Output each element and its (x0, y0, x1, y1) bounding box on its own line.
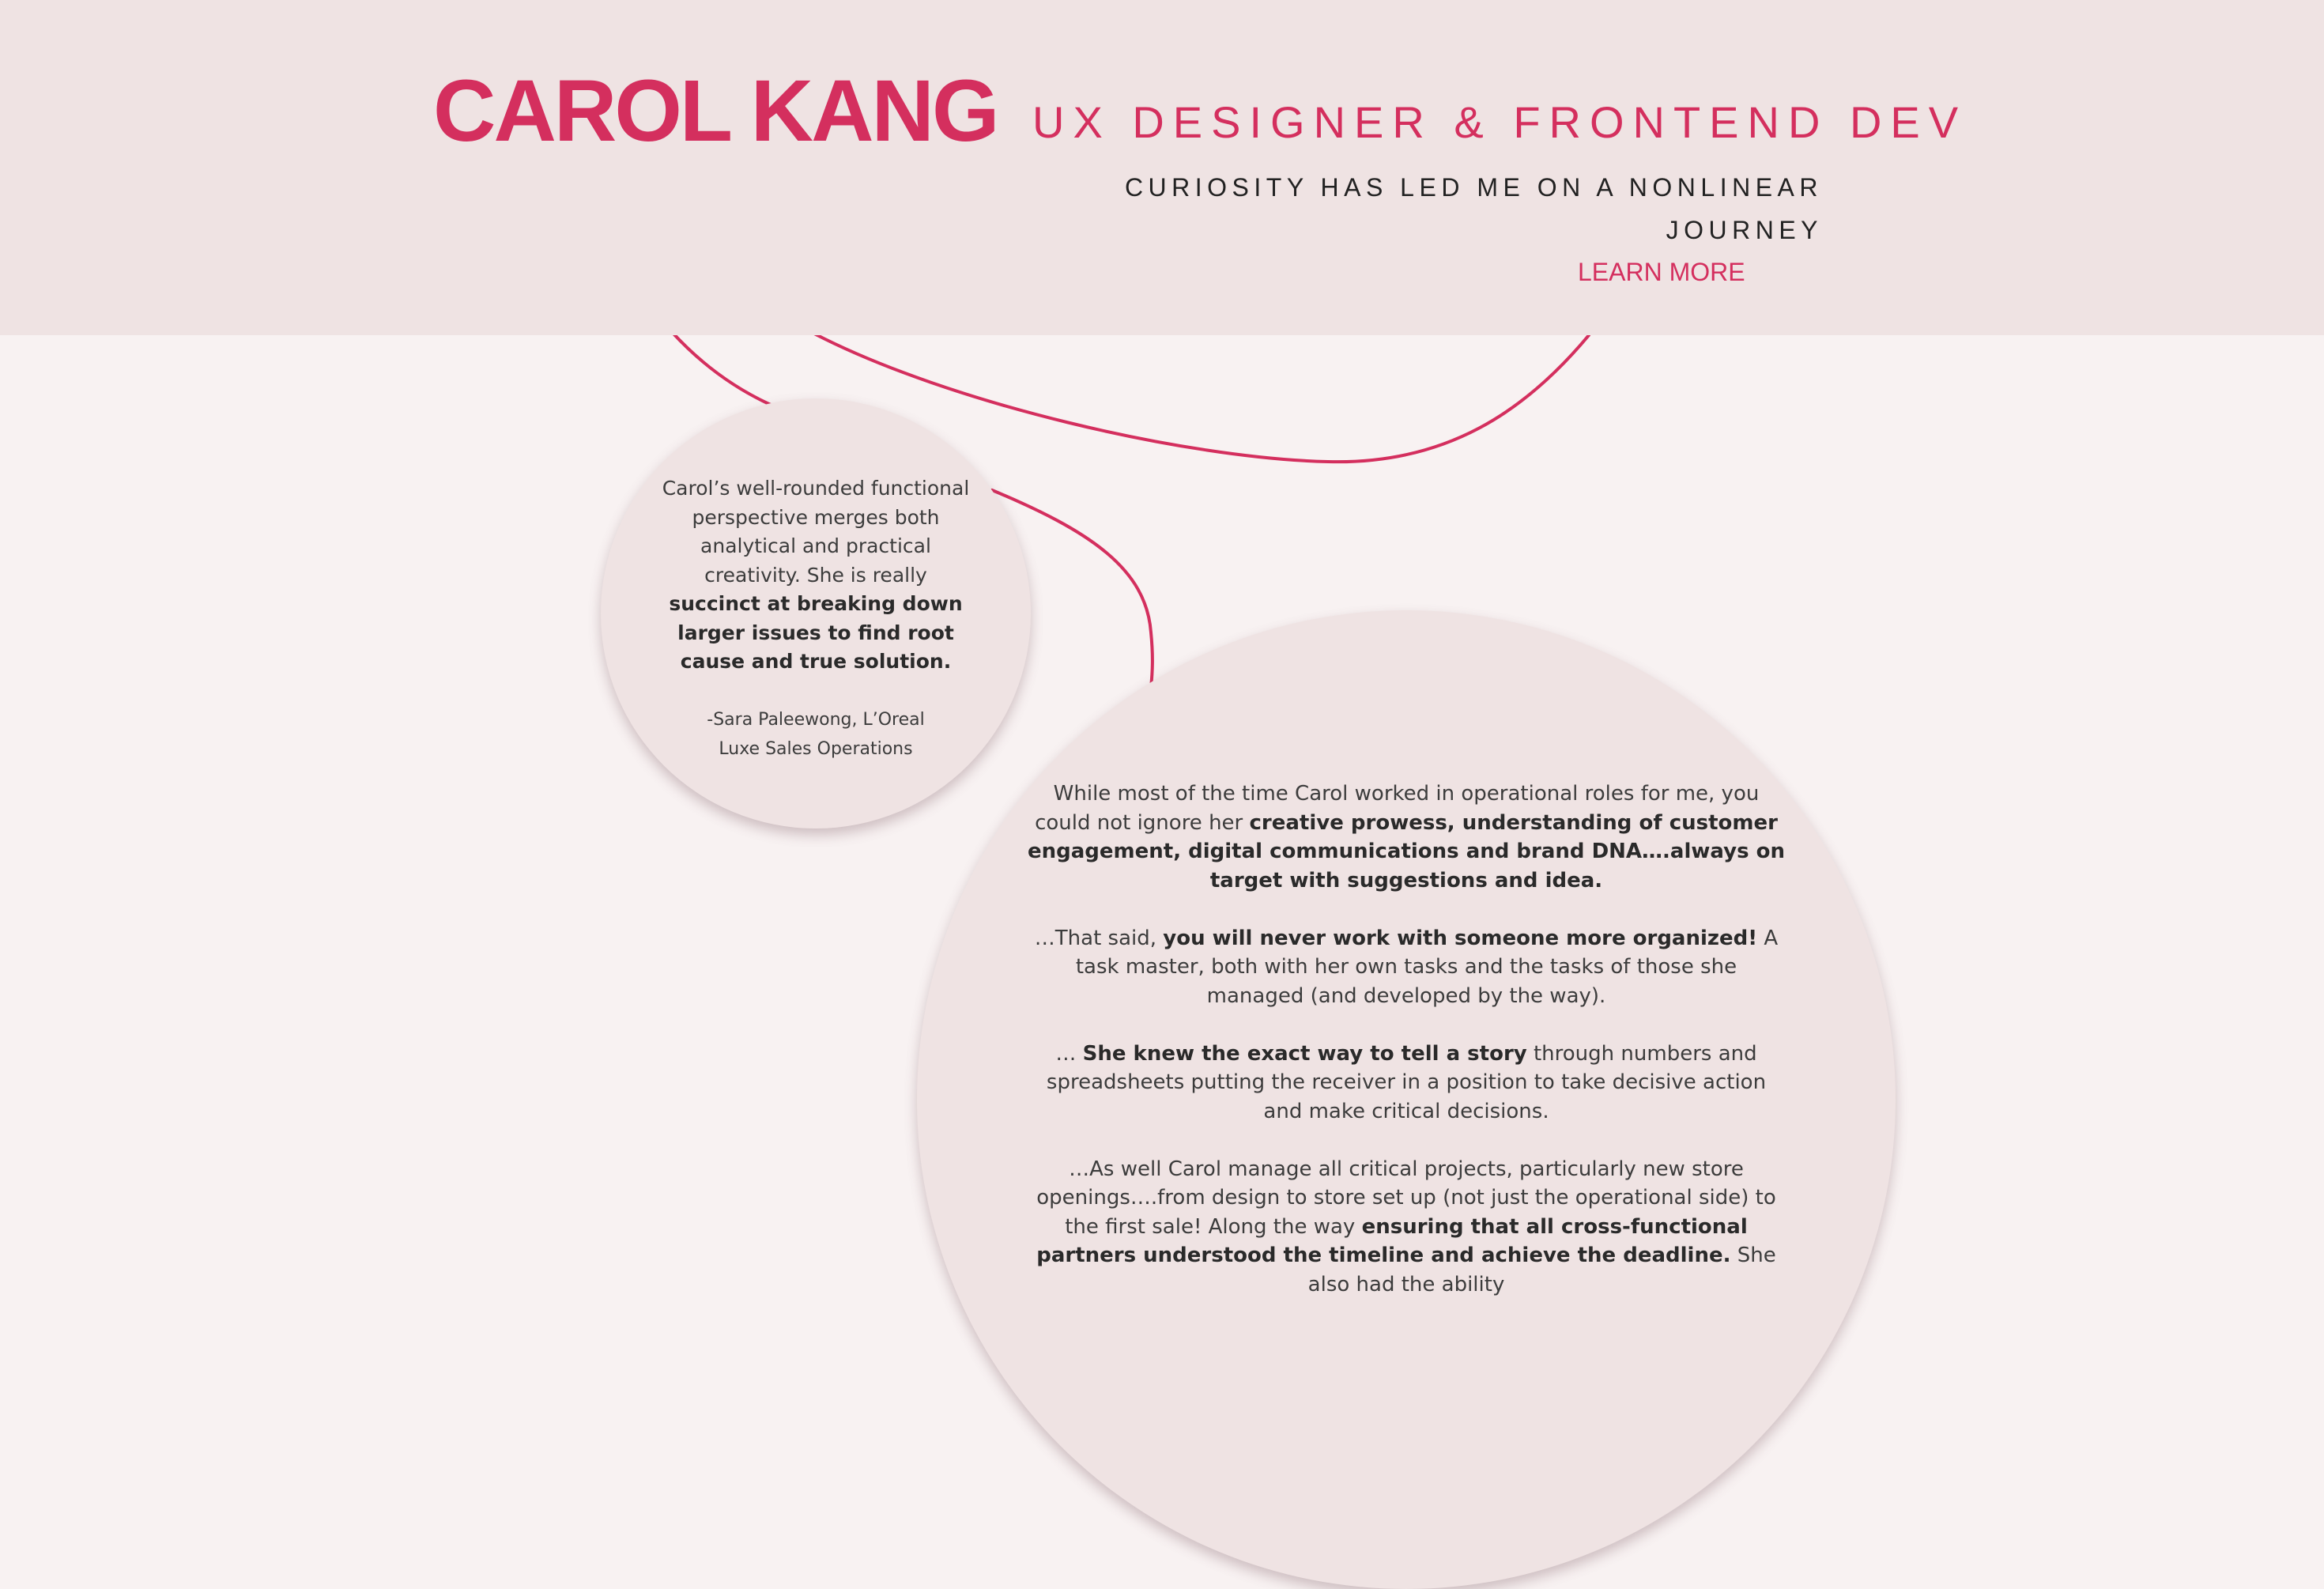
role-subtitle: UX DESIGNER & FRONTEND DEV (1032, 97, 1967, 147)
paragraph-1-bold: creative prowess, understanding of customer engagement, digital communications and brand DNA….always on target with suggestions and idea. (1028, 810, 1785, 893)
quote-plain-text: Carol’s well-rounded functional perspective merges both analytical and practical creativity. She is really (662, 477, 970, 587)
paragraph-2-bold: you will never work with someone more organized! (1163, 926, 1758, 950)
paragraph-4-plain-after: She also had the ability (1307, 1244, 1776, 1296)
page-title: CAROL KANG (433, 62, 998, 160)
testimonial-attribution (707, 705, 924, 764)
quote-bold-text: succinct at breaking down larger issues to find root cause and true solution. (669, 592, 963, 673)
tagline-line-2: JOURNEY (1666, 216, 1823, 244)
tagline-line-1: CURIOSITY HAS LED ME ON A NONLINEAR (1124, 173, 1823, 202)
paragraph-3-plain-after: through numbers and spreadsheets putting the receiver in a position to take decisive action and make critical decisions. (1046, 1041, 1767, 1123)
paragraph-4-plain-before: …As well Carol manage all critical projects, particularly new store openings….from design to store set up (not just the operational side) to the first sale! Along the way (1036, 1157, 1776, 1239)
paragraph-3-bold: She knew the exact way to tell a story (1082, 1041, 1527, 1066)
paragraph-4-bold: ensuring that all cross-functional partners understood the timeline and achieve the deadline. (1036, 1214, 1748, 1267)
paragraph-2-plain-before: …That said, (1034, 926, 1157, 950)
testimonial-paragraph-1 (1027, 779, 1786, 895)
testimonial-quote (659, 474, 972, 677)
paragraph-2-plain-after: A task master, both with her own tasks and the tasks of those she managed (and developed by the way). (1075, 926, 1779, 1008)
curve-upper-left (672, 332, 771, 405)
attribution-name: -Sara Paleewong, L’Oreal (707, 709, 925, 730)
testimonial-paragraph-4 (1027, 1155, 1786, 1300)
paragraph-1-plain: While most of the time Carol worked in operational roles for me, you could not ignore her (1035, 782, 1760, 835)
attribution-title: Luxe Sales Operations (719, 738, 913, 759)
header (0, 0, 2324, 335)
testimonial-bubble-small (601, 398, 1031, 828)
testimonial-paragraph-3 (1027, 1040, 1786, 1127)
paragraph-3-plain-before: … (1055, 1041, 1077, 1066)
learn-more-link[interactable]: LEARN MORE (1578, 258, 1745, 286)
testimonial-paragraph-2 (1027, 924, 1786, 1011)
tagline (1032, 166, 1823, 251)
testimonial-bubble-large (917, 610, 1896, 1589)
